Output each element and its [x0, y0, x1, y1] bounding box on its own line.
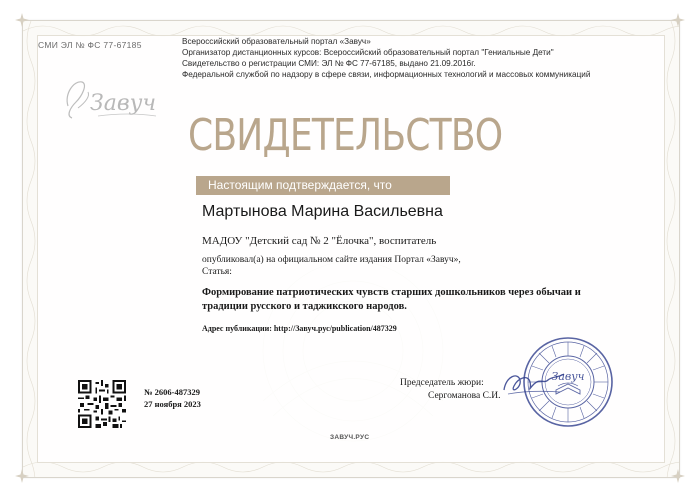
article-title [202, 286, 632, 314]
stamp-center-text: Завуч [551, 370, 585, 383]
certificate-title: СВИДЕТЕЛЬСТВО [188, 110, 503, 161]
registration-code: СМИ ЭЛ № ФС 77-67185 [38, 40, 142, 50]
published-statement: опубликовал(а) на официальном сайте издания Портал «Завуч», [202, 255, 461, 265]
header-info [182, 36, 652, 80]
issue-date: 27 ноября 2023 [144, 399, 201, 409]
corner-ornament-icon [670, 12, 686, 28]
confirmation-banner [196, 176, 450, 195]
corner-ornament-icon [670, 468, 686, 484]
corner-ornament-icon [14, 12, 30, 28]
publication-address: Адрес публикации: http://Завуч.рус/publication/487329 [202, 324, 397, 333]
article-title-line: Формирование патриотических чувств старших дошкольников через обычаи и [202, 287, 581, 298]
recipient-organization: МАДОУ "Детский сад № 2 "Ёлочка", воспитатель [202, 235, 437, 247]
header-line-portal: Всероссийский образовательный портал «Завуч» [182, 37, 371, 46]
header-line-authority: Федеральной службой по надзору в сфере связи, информационных технологий и массовых коммуникаций [182, 70, 591, 79]
header-line-registration: Свидетельство о регистрации СМИ: ЭЛ № ФС 77-67185, выдано 21.09.2016г. [182, 59, 476, 68]
jury-chair-name: Сергоманова С.И. [428, 391, 501, 401]
article-title-line: традиции русского и таджикского народов. [202, 301, 407, 312]
header-line-organizer: Организатор дистанционных курсов: Всероссийский образовательный портал "Гениальные Дети" [182, 48, 554, 57]
jury-chair-label: Председатель жюри: [400, 378, 484, 388]
footer-site-name: ЗАВУЧ.РУС [330, 434, 370, 441]
svg-text:Завуч: Завуч [90, 91, 157, 116]
certificate-number-block [144, 386, 201, 410]
item-type-label: Статья: [202, 267, 232, 277]
qr-code [78, 380, 126, 428]
recipient-name: Мартынова Марина Васильевна [202, 203, 443, 220]
zavuch-logo [38, 66, 168, 126]
corner-ornament-icon [14, 468, 30, 484]
confirmation-banner-text: Настоящим подтверждается, что [208, 178, 392, 192]
certificate-number: № 2606-487329 [144, 387, 200, 397]
chair-signature [500, 364, 570, 400]
